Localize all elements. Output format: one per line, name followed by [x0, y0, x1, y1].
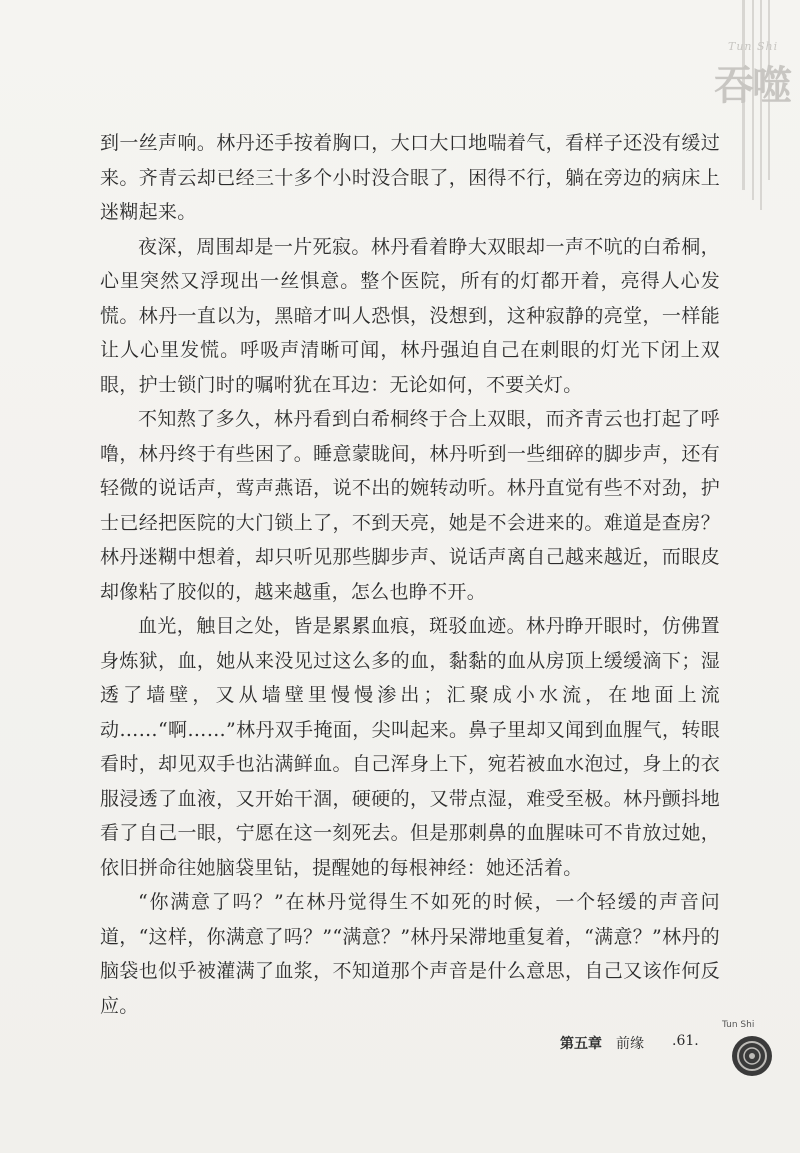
- paragraph: 到一丝声响。林丹还手按着胸口，大口大口地喘着气，看样子还没有缓过来。齐青云却已经三十多个小时没合眼了，困得不行，躺在旁边的病床上迷糊起来。: [100, 132, 720, 223]
- emblem-icon: [730, 1034, 774, 1078]
- header-logo-title: 吞噬: [714, 62, 790, 109]
- page-number: .61.: [672, 1033, 699, 1049]
- body-text: [100, 126, 720, 1023]
- header-logo: [708, 40, 798, 109]
- footer-chapter: 第五章: [560, 1036, 602, 1052]
- emblem-brand: Tun Shi: [722, 1020, 755, 1030]
- footer-chapter-title: 前缘: [616, 1036, 644, 1052]
- footer-emblem: [718, 1018, 778, 1078]
- paragraph: 不知熬了多久，林丹看到白希桐终于合上双眼，而齐青云也打起了呼噜，林丹终于有些困了。睡意蒙眬间，林丹听到一些细碎的脚步声，还有轻微的说话声，莺声燕语，说不出的婉转动听。林丹直觉有些不对劲，护士已经把医院的大门锁上了，不到天亮，她是不会进来的。难道是查房？林丹迷糊中想着，却只听见那些脚步声、说话声离自己越来越近，而眼皮却像粘了胶似的，越来越重，怎么也睁不开。: [100, 408, 720, 603]
- paragraph: 血光，触目之处，皆是累累血痕，斑驳血迹。林丹睁开眼时，仿佛置身炼狱，血，她从来没见过这么多的血，黏黏的血从房顶上缓缓滴下；湿透了墙壁，又从墙壁里慢慢渗出；汇聚成小水流，在地面上流动……“啊……”林丹双手掩面，尖叫起来。鼻子里却又闻到血腥气，转眼看时，却见双手也沾满鲜血。自己浑身上下，宛若被血水泡过，身上的衣服浸透了血液，又开始干涸，硬硬的，又带点湿，难受至极。林丹颤抖地看了自己一眼，宁愿在这一刻死去。但是那刺鼻的血腥味可不肯放过她，依旧拼命往她脑袋里钻，提醒她的每根神经：她还活着。: [100, 615, 720, 879]
- paragraph: “你满意了吗？”在林丹觉得生不如死的时候，一个轻缓的声音问道，“这样，你满意了吗？”“满意？”林丹呆滞地重复着，“满意？”林丹的脑袋也似乎被灌满了血浆，不知道那个声音是什么意思，自己又该作何反应。: [100, 891, 720, 1017]
- paragraph: 夜深，周围却是一片死寂。林丹看着睁大双眼却一声不吭的白希桐，心里突然又浮现出一丝惧意。整个医院，所有的灯都开着，亮得人心发慌。林丹一直以为，黑暗才叫人恐惧，没想到，这种寂静的亮堂，一样能让人心里发慌。呼吸声清晰可闻，林丹强迫自己在刺眼的灯光下闭上双眼，护士锁门时的嘱咐犹在耳边：无论如何，不要关灯。: [100, 235, 720, 396]
- header-logo-latin: Tun Shi: [728, 40, 779, 53]
